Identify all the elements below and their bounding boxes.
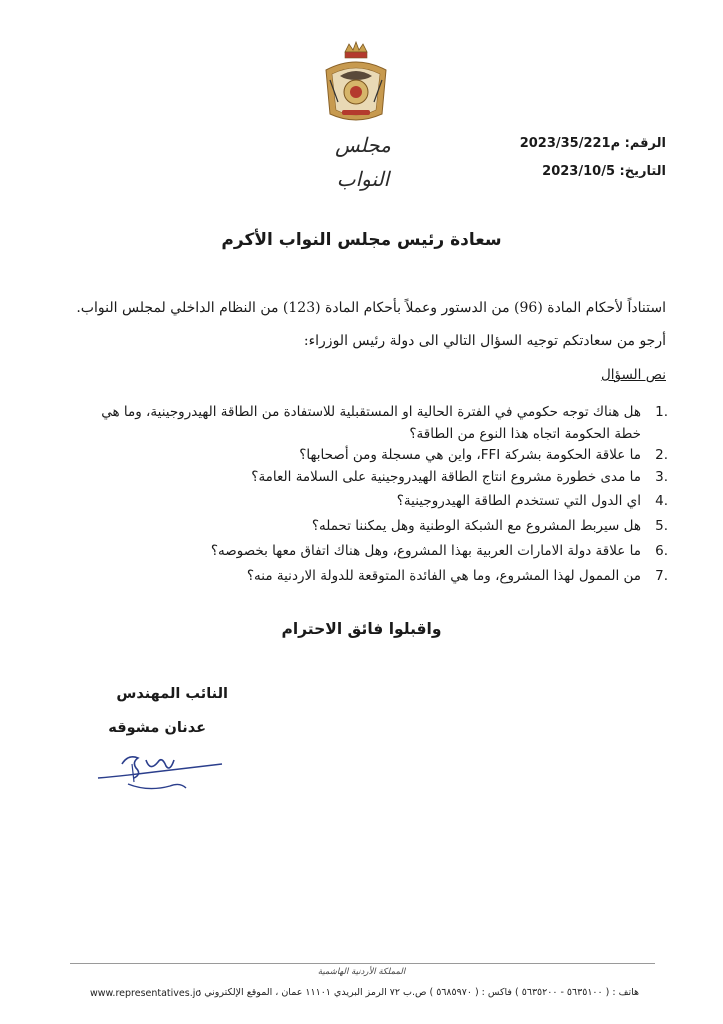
signatory-name: عدنان مشوقه: [108, 720, 206, 736]
date-label: التاريخ:: [619, 164, 666, 179]
emblem-icon: [318, 40, 394, 126]
council-name-logo: مجلس النواب: [335, 133, 391, 191]
question-text: اي الدول التي تستخدم الطاقة الهيدروجينية؟: [396, 493, 641, 509]
question-number: 4.: [655, 493, 668, 509]
document-date: [542, 164, 666, 179]
question-item: [71, 444, 668, 466]
question-item: [71, 466, 668, 488]
question-text: ما علاقة الحكومة بشركة FFI، واين هي مسجلة ومن أصحابها؟: [299, 447, 641, 463]
question-text: ما مدى خطورة مشروع انتاج الطاقة الهيدروجينية على السلامة العامة؟: [251, 469, 641, 485]
question-number: 7.: [655, 568, 668, 584]
request-paragraph: أرجو من سعادتكم توجيه السؤال التالي الى دولة رئيس الوزراء:: [303, 333, 666, 349]
signatory-role: النائب المهندس: [116, 686, 228, 702]
question-text: من الممول لهذا المشروع، وما هي الفائدة المتوقعة للدولة الاردنية منه؟: [246, 568, 641, 584]
reference-value: م2023/35/221: [519, 136, 621, 151]
question-text: هل سيربط المشروع مع الشبكة الوطنية وهل يمكننا تحمله؟: [311, 518, 641, 534]
questions-heading: نص السؤال: [600, 367, 666, 383]
question-item: [71, 490, 668, 512]
question-number: 5.: [655, 518, 668, 534]
handwritten-signature: [92, 742, 232, 800]
closing-line: واقبلوا فائق الاحترام: [281, 620, 442, 638]
question-number: 2.: [655, 447, 668, 463]
date-value: 2023/10/5: [542, 164, 615, 179]
footer-website-link[interactable]: www.representatives.jo: [90, 988, 202, 999]
question-item: [71, 515, 668, 537]
reference-label: الرقم:: [624, 136, 666, 151]
reference-number: [520, 136, 666, 151]
question-text: هل هناك توجه حكومي في الفترة الحالية او المستقبلية للاستفادة من الطاقة الهيدروجينية، وما هي خطة الحكومة اتجاه هذا النوع من الطاقة؟: [101, 404, 641, 442]
question-number: 6.: [655, 543, 668, 559]
question-number: 3.: [655, 469, 668, 485]
footer-divider: [70, 963, 655, 964]
question-item: [71, 540, 668, 562]
question-text: ما علاقة دولة الامارات العربية بهذا المشروع، وهل هناك اتفاق معها بخصوصه؟: [210, 543, 641, 559]
intro-paragraph: استناداً لأحكام المادة (96) من الدستور وعملاً بأحكام المادة (123) من النظام الداخلي لمجلس النواب.: [76, 300, 666, 316]
question-item: [71, 401, 668, 445]
question-number: 1.: [655, 404, 668, 420]
footer-contact-info: هاتف : ( ٥٦٣٥١٠٠ - ٥٦٣٥٢٠٠ ) فاكس : ( ٥٦٨٥٩٧٠ ) ص.ب ٧٢ الرمز البريدي ١١١٠١ عمان ، الموقع الإلكتروني :: [198, 987, 639, 998]
question-item: [71, 565, 668, 587]
footer-organization: المملكة الأردنية الهاشمية: [317, 967, 406, 977]
letter-title: سعادة رئيس مجلس النواب الأكرم: [221, 230, 502, 250]
